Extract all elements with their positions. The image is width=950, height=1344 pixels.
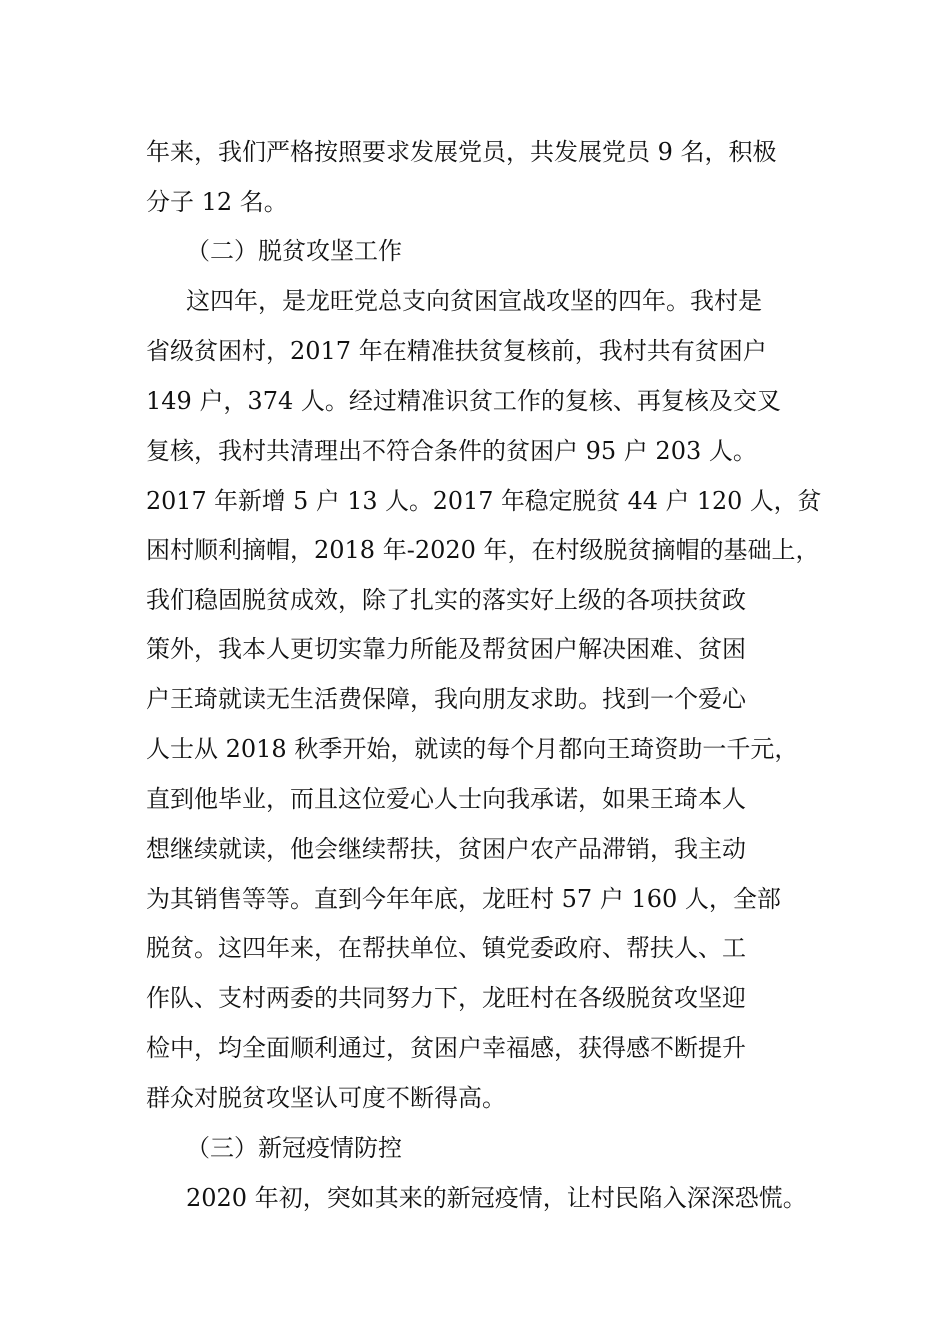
text-line: 这四年，是龙旺党总支向贫困宣战攻坚的四年。我村是	[186, 287, 762, 315]
text-line: 想继续就读，他会继续帮扶，贫困户农产品滞销，我主动	[146, 835, 746, 863]
text-line: 年来，我们严格按照要求发展党员，共发展党员 9 名，积极	[146, 138, 777, 166]
text-line: 策外，我本人更切实靠力所能及帮贫困户解决困难、贫困	[146, 635, 746, 663]
text-line: 人士从 2018 秋季开始，就读的每个月都向王琦资助一千元，	[146, 735, 799, 763]
text-line: 我们稳固脱贫成效，除了扎实的落实好上级的各项扶贫政	[146, 586, 746, 614]
section-heading: （三）新冠疫情防控	[186, 1134, 402, 1162]
text-line: 省级贫困村，2017 年在精准扶贫复核前，我村共有贫困户	[146, 337, 767, 365]
text-line: 149 户，374 人。经过精准识贫工作的复核、再复核及交叉	[146, 387, 781, 415]
text-line: 作队、支村两委的共同努力下，龙旺村在各级脱贫攻坚迎	[146, 984, 746, 1012]
text-line: 户王琦就读无生活费保障，我向朋友求助。找到一个爱心	[146, 685, 746, 713]
text-line: 脱贫。这四年来，在帮扶单位、镇党委政府、帮扶人、工	[146, 934, 746, 962]
section-heading: （二）脱贫攻坚工作	[186, 237, 402, 265]
text-line: 2017 年新增 5 户 13 人。2017 年稳定脱贫 44 户 120 人，贫	[146, 487, 822, 515]
text-line: 群众对脱贫攻坚认可度不断得高。	[146, 1084, 506, 1112]
text-line: 检中，均全面顺利通过，贫困户幸福感，获得感不断提升	[146, 1034, 746, 1062]
text-line: 直到他毕业，而且这位爱心人士向我承诺，如果王琦本人	[146, 785, 746, 813]
text-line: 困村顺利摘帽，2018 年-2020 年，在村级脱贫摘帽的基础上，	[146, 536, 820, 564]
text-line: 分子 12 名。	[146, 188, 288, 216]
text-line: 为其销售等等。直到今年年底，龙旺村 57 户 160 人，全部	[146, 885, 781, 913]
text-line: 复核，我村共清理出不符合条件的贫困户 95 户 203 人。	[146, 437, 757, 465]
text-line: 2020 年初，突如其来的新冠疫情，让村民陷入深深恐慌。	[186, 1184, 807, 1212]
